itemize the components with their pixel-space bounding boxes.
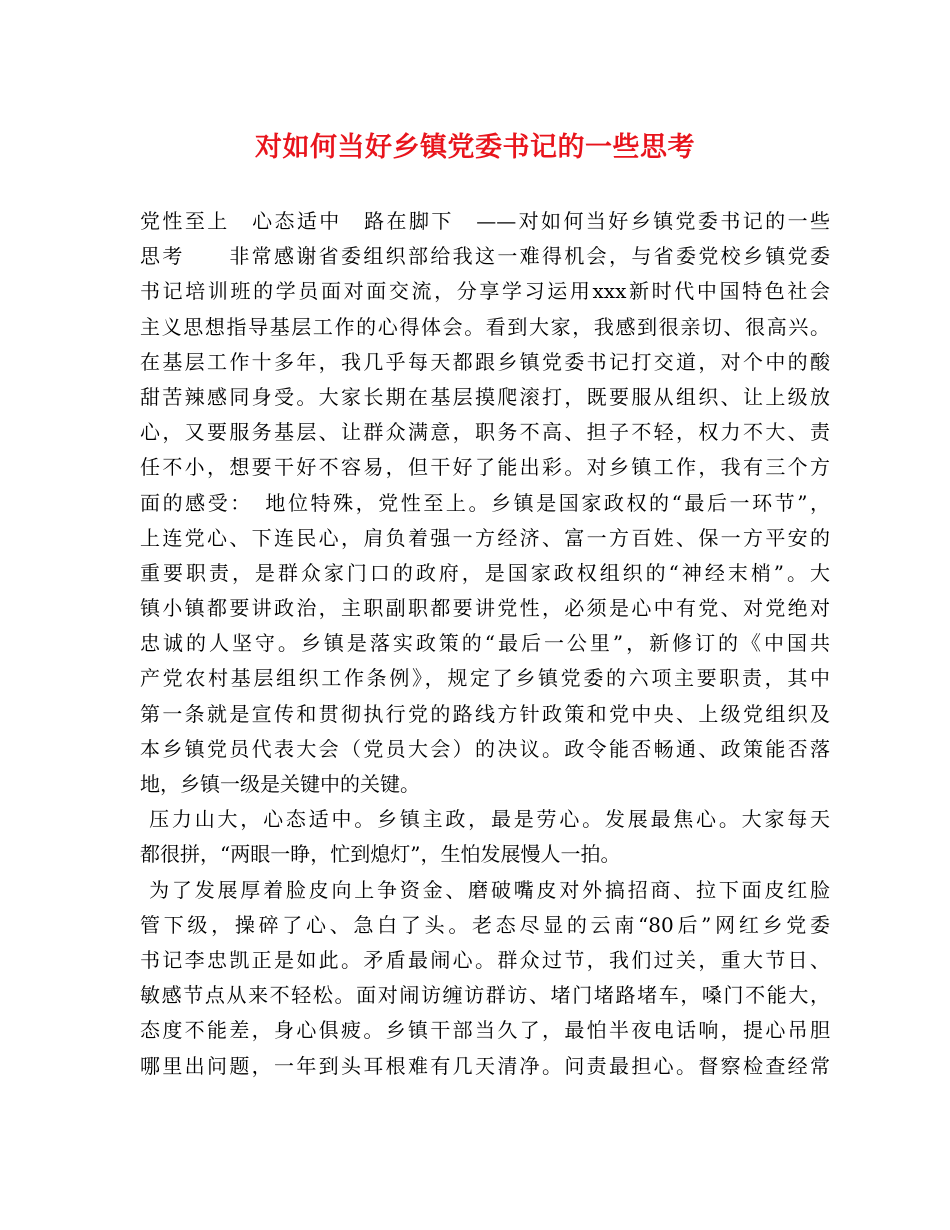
body-line: 镇小镇都要讲政治，主职副职都要讲党性，必须是心中有党、对党绝对 — [140, 596, 830, 621]
body-line: 态度不能差，身心俱疲。乡镇干部当久了，最怕半夜电话响，提心吊胆 — [140, 1018, 830, 1043]
body-line: 哪里出问题，一年到头耳根难有几天清净。问责最担心。督察检查经常 — [140, 1053, 830, 1078]
document-title: 对如何当好乡镇党委书记的一些思考 — [255, 132, 695, 163]
body-line: 上连党心、下连民心，肩负着强一方经济、富一方百姓、保一方平安的 — [140, 525, 830, 550]
body-line: 在基层工作十多年，我几乎每天都跟乡镇党委书记打交道，对个中的酸 — [140, 349, 830, 374]
body-line: 地，乡镇一级是关键中的关键。 — [140, 772, 420, 796]
body-line: 敏感节点从来不轻松。面对闹访缠访群访、堵门堵路堵车，嗓门不能大， — [140, 983, 830, 1008]
body-line: 第一条就是宣传和贯彻执行党的路线方针政策和党中央、上级党组织及 — [140, 701, 830, 726]
body-line: 都很拼，“两眼一睁，忙到熄灯”，生怕发展慢人一拍。 — [140, 842, 621, 867]
body-line: 重要职责，是群众家门口的政府，是国家政权组织的“神经末梢”。大 — [140, 560, 830, 585]
body-line: 本乡镇党员代表大会（党员大会）的决议。政令能否畅通、政策能否落 — [140, 736, 830, 761]
body-line: 书记李忠凯正是如此。矛盾最闹心。群众过节，我们过关，重大节日、 — [140, 947, 830, 972]
body-line: 产党农村基层组织工作条例》，规定了乡镇党委的六项主要职责，其中 — [140, 666, 830, 691]
body-line: 面的感受： 地位特殊，党性至上。乡镇是国家政权的“最后一环节”， — [140, 490, 830, 515]
body-line: 主义思想指导基层工作的心得体会。看到大家，我感到很亲切、很高兴。 — [140, 314, 830, 339]
body-line: 任不小，想要干好不容易，但干好了能出彩。对乡镇工作，我有三个方 — [140, 455, 830, 480]
body-line: 忠诚的人坚守。乡镇是落实政策的“最后一公里”，新修订的《中国共 — [140, 631, 830, 656]
body-line: 为了发展厚着脸皮向上争资金、磨破嘴皮对外搞招商、拉下面皮红脸 — [140, 877, 830, 902]
body-line: 书记培训班的学员面对面交流，分享学习运用xxx新时代中国特色社会 — [140, 279, 830, 304]
document-body — [140, 204, 830, 1084]
body-line: 党性至上 心态适中 路在脚下 ——对如何当好乡镇党委书记的一些 — [140, 209, 830, 233]
body-line: 甜苦辣感同身受。大家长期在基层摸爬滚打，既要服从组织、让上级放 — [140, 384, 830, 409]
body-line: 压力山大，心态适中。乡镇主政，最是劳心。发展最焦心。大家每天 — [140, 807, 830, 832]
body-line: 管下级，操碎了心、急白了头。老态尽显的云南“80后”网红乡党委 — [140, 912, 830, 937]
body-line: 心，又要服务基层、让群众满意，职务不高、担子不轻，权力不大、责 — [140, 420, 830, 445]
body-line: 思考 非常感谢省委组织部给我这一难得机会，与省委党校乡镇党委 — [140, 244, 830, 269]
